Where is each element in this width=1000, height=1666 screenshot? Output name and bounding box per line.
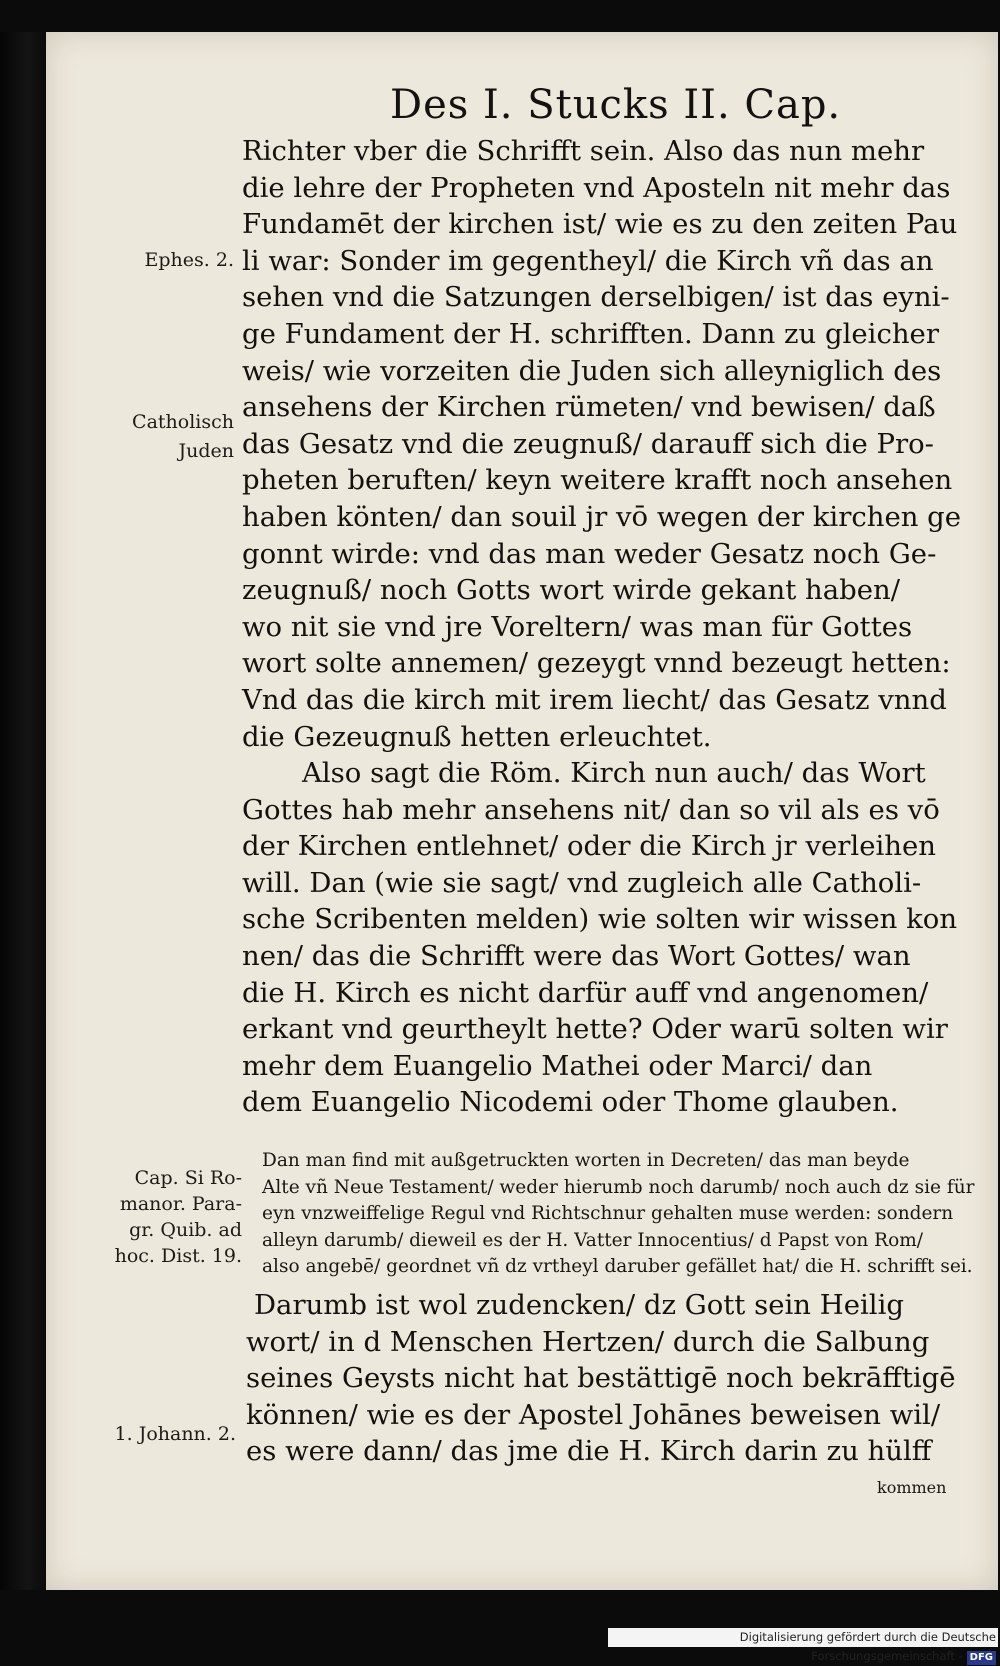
text-line: ansehens der Kirchen rümeten/ vnd bewisen/ daß <box>242 391 936 424</box>
text-line: wort solte annemen/ gezeygt vnnd bezeugt hetten: <box>242 647 951 680</box>
margin-note-catholisch: Catholisch <box>132 411 234 433</box>
margin-note-ephes: Ephes. 2. <box>144 249 234 271</box>
text-line: es were dann/ das jme die H. Kirch darin zu hülff <box>246 1435 932 1468</box>
text-line: Also sagt die Röm. Kirch nun auch/ das Wort <box>302 757 926 790</box>
text-line: seines Geysts nicht hat bestättigē noch bekrāfftigē <box>246 1362 956 1395</box>
text-line: wo nit sie vnd jre Voreltern/ was man für Gottes <box>242 610 913 643</box>
text-line: die lehre der Propheten vnd Aposteln nit mehr das <box>242 171 951 204</box>
book-spine <box>0 32 46 1590</box>
digitization-footer <box>608 1628 998 1663</box>
text-line: Gottes hab mehr ansehens nit/ dan so vil als es vō <box>242 793 940 826</box>
text-line: das Gesatz vnd die zeugnuß/ darauff sich die Pro- <box>242 427 934 460</box>
text-line: die H. Kirch es nicht darfür auff vnd angenomen/ <box>242 976 929 1009</box>
text-line: Darumb ist wol zudencken/ dz Gott sein Heilig <box>254 1289 904 1321</box>
margin-note-decret-2: manor. Para- <box>119 1193 242 1215</box>
text-line: mehr dem Euangelio Mathei oder Marci/ dan <box>242 1049 873 1082</box>
margin-note-juden: Juden <box>178 440 234 462</box>
dfg-logo: DFG <box>967 1651 996 1665</box>
margin-note-decret-3: gr. Quib. ad <box>129 1219 242 1241</box>
text-line: nen/ das die Schrifft were das Wort Gottes/ wan <box>242 940 911 973</box>
text-line: will. Dan (wie sie sagt/ vnd zugleich alle Catholi- <box>242 866 922 899</box>
text-line: zeugnuß/ noch Gotts wort wirde gekant haben/ <box>242 574 901 607</box>
text-line: li war: Sonder im gegentheyl/ die Kirch vñ das an <box>242 244 934 277</box>
quotation-line: Dan man find mit außgetruckten worten in Decreten/ das man beyde <box>262 1150 910 1171</box>
running-head: Des I. Stucks II. Cap. <box>390 82 842 128</box>
text-line: der Kirchen entlehnet/ oder die Kirch jr verleihen <box>242 830 936 863</box>
text-line: sche Scribenten melden) wie solten wir wissen kon <box>242 903 958 936</box>
quotation-block <box>262 1148 976 1281</box>
main-text-block <box>242 133 976 1121</box>
footer-text: Digitalisierung gefördert durch die Deutsche Forschungsgemeinschaft - <box>739 1630 996 1663</box>
text-line: sehen vnd die Satzungen derselbigen/ ist das eyni- <box>242 281 950 314</box>
quotation-line: Alte vñ Neue Testament/ weder hierumb noch darumb/ noch auch dz sie für <box>262 1176 975 1198</box>
margin-note-decret-4: hoc. Dist. 19. <box>114 1245 242 1267</box>
text-line: haben könten/ dan souil jr vō wegen der kirchen ge <box>242 500 962 533</box>
quotation-line: also angebē/ geordnet vñ dz vrtheyl daruber gefället hat/ die H. schrifft sei. <box>262 1256 973 1277</box>
text-line: erkant vnd geurtheylt hette? Oder warū solten wir <box>242 1013 948 1046</box>
quotation-line: alleyn darumb/ dieweil es der H. Vatter Innocentius/ d Papst von Rom/ <box>262 1229 923 1251</box>
text-line: können/ wie es der Apostel Johānes beweisen wil/ <box>246 1398 941 1431</box>
main-text-block-2 <box>246 1287 976 1470</box>
text-line: Vnd das die kirch mit irem liecht/ das Gesatz vnnd <box>242 683 947 716</box>
text-line: wort/ in d Menschen Hertzen/ durch die Salbung <box>246 1325 930 1358</box>
text-line: Richter vber die Schrifft sein. Also das nun mehr <box>242 135 925 167</box>
margin-note-decret-1: Cap. Si Ro- <box>134 1167 242 1189</box>
text-line: dem Euangelio Nicodemi oder Thome glauben. <box>242 1086 899 1119</box>
bleed-through-text <box>0 322 38 340</box>
text-line: weis/ wie vorzeiten die Juden sich alleyniglich des <box>242 354 942 387</box>
catchword: kommen <box>877 1478 947 1497</box>
quotation-line: eyn vnzweiffelige Regul vnd Richtschnur gehalten muse werden: sondern <box>262 1203 954 1224</box>
text-line: pheten beruften/ keyn weitere krafft noch ansehen <box>242 464 953 497</box>
text-line: gonnt wirde: vnd das man weder Gesatz noch Ge- <box>242 537 937 570</box>
margin-note-johann: 1. Johann. 2. <box>114 1423 236 1445</box>
text-line: Fundamēt der kirchen ist/ wie es zu den zeiten Pau <box>242 208 958 241</box>
text-line: ge Fundament der H. schrifften. Dann zu gleicher <box>242 317 939 350</box>
text-line: die Gezeugnuß hetten erleuchtet. <box>242 720 712 753</box>
